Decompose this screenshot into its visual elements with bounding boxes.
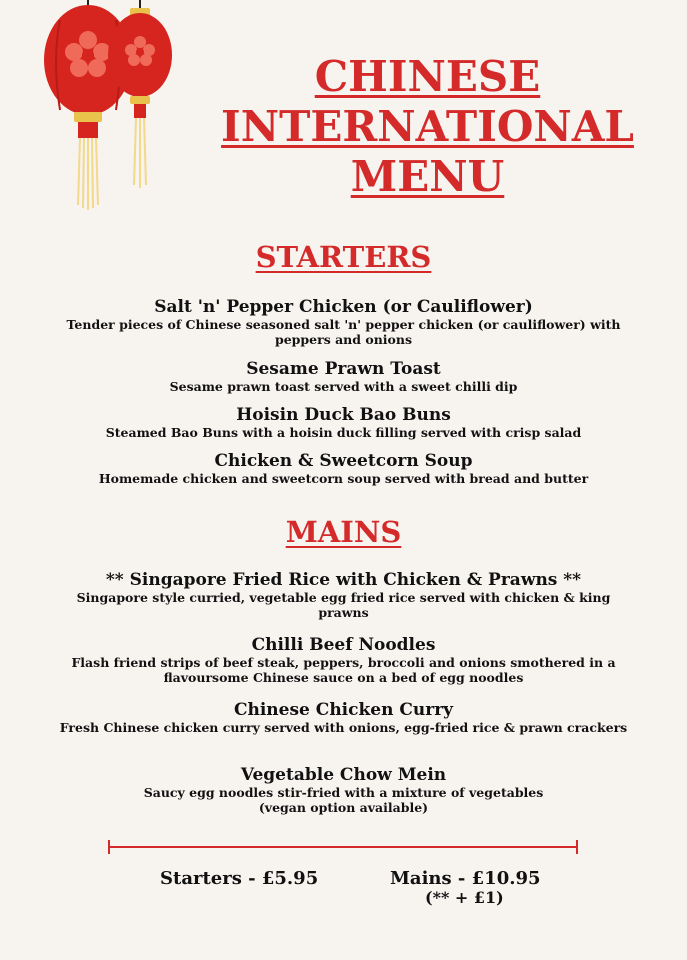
divider [108,846,578,848]
title-line-3: MENU [350,152,505,201]
menu-item [50,635,637,685]
menu-item-name: Salt 'n' Pepper Chicken (or Cauliflower) [154,297,533,317]
menu-item [50,765,637,815]
menu-item-desc: Steamed Bao Buns with a hoisin duck filling served with crisp salad [105,425,582,440]
menu-item [50,451,637,486]
menu-item-desc: Singapore style curried, vegetable egg fried rice served with chicken & king prawns [76,590,611,620]
menu-item-desc: Tender pieces of Chinese seasoned salt 'n' pepper chicken (or cauliflower) with peppers and onions [66,317,621,347]
chinese-lantern-icon [38,0,198,215]
menu-item [50,570,637,620]
title-line-2: INTERNATIONAL [221,102,634,151]
menu-item-desc: Saucy egg noodles stir-fried with a mixture of vegetables [143,785,544,800]
menu-item-desc: Fresh Chinese chicken curry served with onions, egg-fried rice & prawn crackers [59,720,628,735]
menu-item-name: Hoisin Duck Bao Buns [236,405,451,425]
menu-item [50,700,637,735]
starters-heading: STARTERS [255,240,432,274]
mains-price-note: (** + £1) [425,888,504,907]
menu-item [50,359,637,394]
mains-price: Mains - £10.95 [390,868,541,889]
page-title [200,52,655,202]
menu-item [50,405,637,440]
menu-item-desc: Homemade chicken and sweetcorn soup served with bread and butter [98,471,589,486]
mains-heading: MAINS [285,515,402,549]
menu-item-desc: Flash friend strips of beef steak, peppers, broccoli and onions smothered in a flavoursome Chinese sauce on a bed of egg noodles [71,655,616,685]
menu-item-desc: Sesame prawn toast served with a sweet chilli dip [169,379,518,394]
menu-item-note: (vegan option available) [258,800,429,815]
menu-item [50,297,637,347]
starters-price: Starters - £5.95 [160,868,319,889]
menu-item-name: Chinese Chicken Curry [233,700,454,720]
menu-item-name: Sesame Prawn Toast [246,359,441,379]
menu-item-name: Vegetable Chow Mein [240,765,447,785]
menu-item-name: Chilli Beef Noodles [251,635,436,655]
menu-item-name: ** Singapore Fried Rice with Chicken & Prawns ** [105,570,582,590]
title-line-1: CHINESE [314,52,541,101]
menu-item-name: Chicken & Sweetcorn Soup [214,451,473,471]
